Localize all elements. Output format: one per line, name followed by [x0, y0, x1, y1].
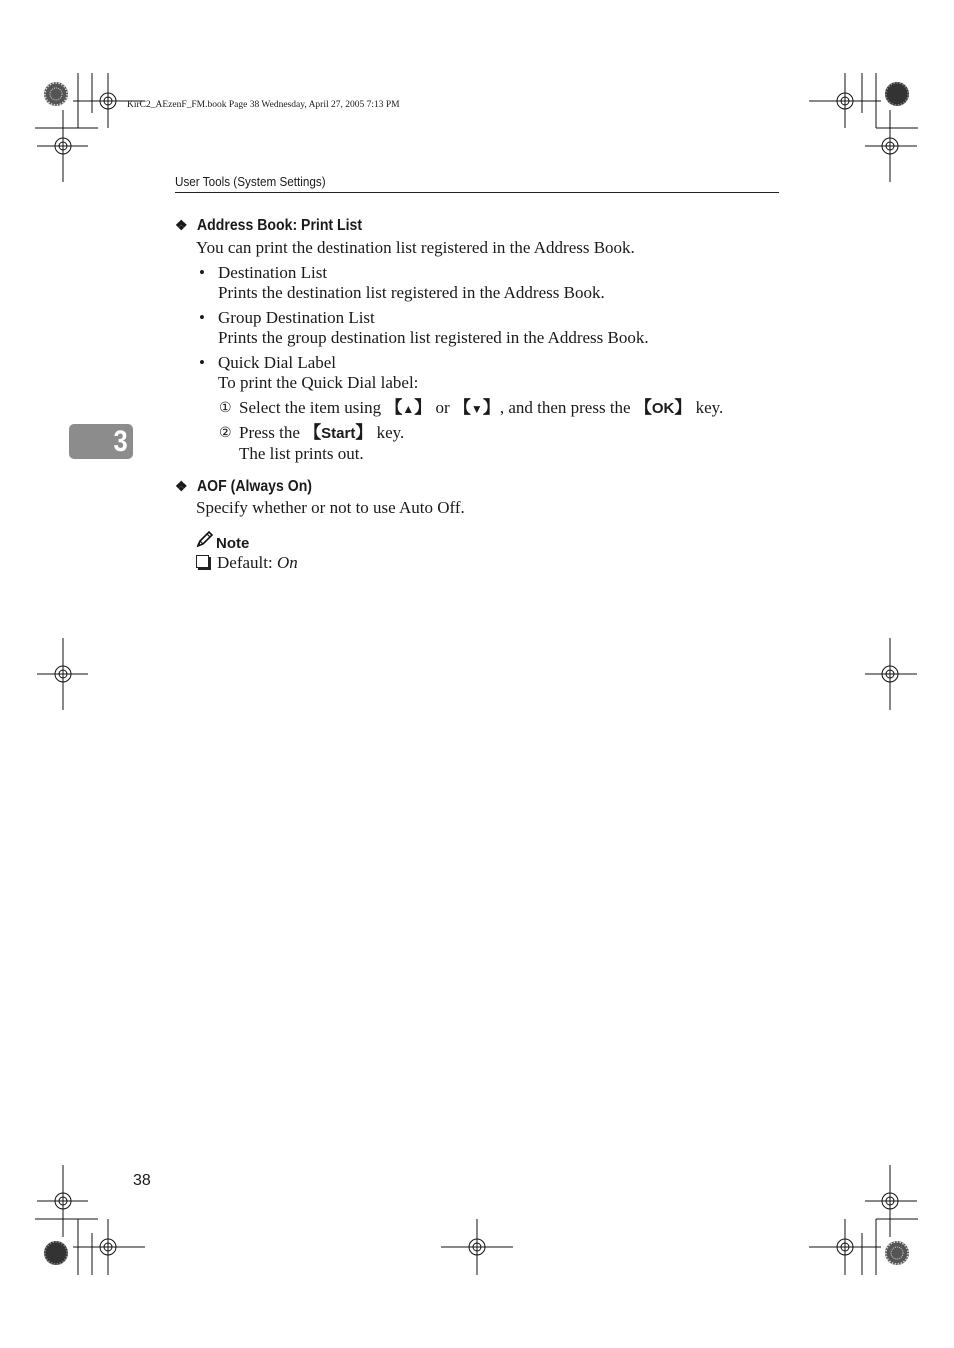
list-item-title: Quick Dial Label [218, 353, 337, 372]
down-arrow-key: 【▼】 [453, 398, 500, 418]
start-key: 【Start】 [304, 423, 373, 443]
list-item [199, 353, 419, 393]
note-label: Note [216, 535, 250, 552]
pencil-icon [196, 530, 216, 552]
section-heading-text: Address Book: Print List [197, 217, 363, 234]
step-item: ② Press the 【Start】 key. The list prints out. [219, 423, 405, 463]
list-item-detail: Prints the group destination list registered in the Address Book. [218, 328, 649, 347]
step-result: The list prints out. [239, 444, 364, 463]
running-head: User Tools (System Settings) [175, 174, 326, 189]
up-arrow-icon: ▲ [402, 402, 415, 416]
header-rule [175, 192, 779, 193]
checkbox-icon [196, 555, 209, 568]
note-item [196, 553, 298, 573]
list-item-title: Group Destination List [218, 308, 375, 327]
section-description: Specify whether or not to use Auto Off. [196, 498, 465, 517]
section-heading-text: AOF (Always On) [197, 478, 313, 495]
bullet-icon: • [199, 353, 205, 372]
bullet-icon: • [199, 263, 205, 282]
ok-key: 【OK】 [634, 398, 692, 418]
list-item [199, 263, 605, 303]
diamond-icon: ❖ [175, 217, 188, 233]
step-item: ① Select the item using 【▲】 or 【▼】, and then press the 【OK】 key. [219, 398, 724, 418]
section-heading [175, 217, 385, 235]
chapter-number: 3 [113, 425, 128, 458]
list-item-title: Destination List [218, 263, 328, 282]
step-marker: ② [219, 426, 232, 441]
note-item-label: Default: [217, 553, 277, 572]
note-item-value: On [276, 553, 298, 572]
list-item [199, 308, 649, 348]
step-marker: ① [219, 401, 232, 416]
section-heading [175, 478, 328, 496]
section-description: You can print the destination list registered in the Address Book. [196, 238, 635, 257]
list-item-detail: Prints the destination list registered in the Address Book. [218, 283, 605, 302]
note-heading [196, 530, 249, 552]
bullet-icon: • [199, 308, 205, 327]
up-arrow-key: 【▲】 [385, 398, 432, 418]
down-arrow-icon: ▼ [470, 402, 483, 416]
registration-starburst-icon [44, 82, 909, 1265]
chapter-tab [69, 424, 133, 459]
diamond-icon: ❖ [175, 478, 188, 494]
page-number: 38 [133, 1172, 151, 1189]
list-item-detail: To print the Quick Dial label: [218, 373, 419, 392]
file-info: KirC2_AEzenF_FM.book Page 38 Wednesday, April 27, 2005 7:13 PM [127, 100, 400, 110]
